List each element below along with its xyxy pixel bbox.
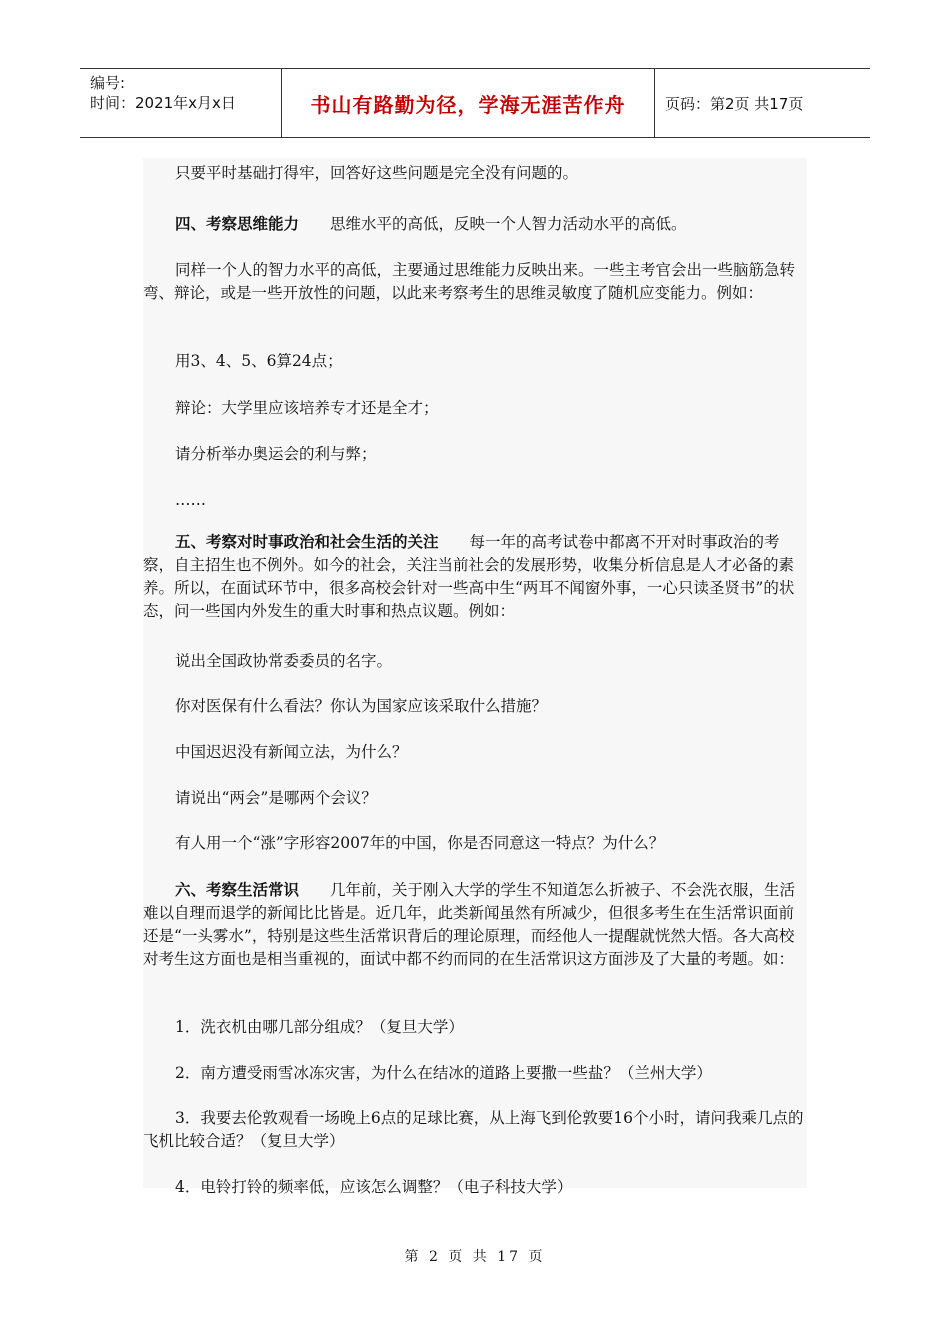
paragraph-text: 思维水平的高低，反映一个人智力活动水平的高低。 bbox=[299, 215, 687, 233]
paragraph bbox=[143, 787, 807, 810]
paragraph bbox=[143, 1176, 807, 1199]
paragraph bbox=[143, 530, 807, 623]
paragraph bbox=[143, 878, 807, 971]
paragraph bbox=[143, 695, 807, 718]
page-header bbox=[80, 68, 870, 138]
paragraph bbox=[143, 162, 807, 185]
document-body bbox=[143, 158, 807, 1196]
paragraph bbox=[143, 1016, 807, 1039]
number-label: 编号: bbox=[90, 74, 126, 92]
paragraph-text: 你对医保有什么看法？你认为国家应该采取什么措施？ bbox=[175, 697, 548, 715]
paragraph bbox=[143, 259, 807, 305]
paragraph-text: 只要平时基础打得牢，回答好这些问题是完全没有问题的。 bbox=[175, 164, 579, 182]
paragraph-text: 4．电铃打铃的频率低，应该怎么调整？（电子科技大学） bbox=[175, 1178, 573, 1196]
paragraph bbox=[143, 350, 807, 373]
paragraph bbox=[143, 489, 807, 512]
paragraph-text: 辩论：大学里应该培养专才还是全才； bbox=[175, 399, 439, 417]
paragraph bbox=[143, 650, 807, 673]
section-heading: 四、考察思维能力 bbox=[175, 214, 300, 233]
paragraph bbox=[143, 397, 807, 420]
paragraph-text: 说出全国政协常委委员的名字。 bbox=[175, 652, 393, 670]
paragraph bbox=[143, 212, 807, 236]
header-page-label: 页码：第2页 共17页 bbox=[665, 94, 804, 113]
paragraph-text: 请说出“两会”是哪两个会议？ bbox=[175, 789, 377, 807]
paragraph-text: 同样一个人的智力水平的高低，主要通过思维能力反映出来。一些主考官会出一些脑筋急转弯、辩论，或是一些开放性的问题，以此来考察考生的思维灵敏度了随机应变能力。例如： bbox=[143, 261, 796, 302]
time-label: 时间：2021年x月x日 bbox=[90, 94, 236, 112]
paragraph-text: 2．南方遭受雨雪冰冻灾害，为什么在结冰的道路上要撒一些盐？（兰州大学） bbox=[175, 1064, 712, 1082]
page-footer: 第 2 页 共 17 页 bbox=[404, 1249, 546, 1265]
paragraph-text: 中国迟迟没有新闻立法，为什么？ bbox=[175, 743, 408, 761]
header-motto: 书山有路勤为径，学海无涯苦作舟 bbox=[282, 69, 655, 137]
paragraph bbox=[143, 1062, 807, 1085]
paragraph-text: 有人用一个“涨”字形容2007年的中国，你是否同意这一特点？为什么？ bbox=[175, 834, 665, 852]
header-meta bbox=[80, 69, 282, 137]
section-heading: 五、考察对时事政治和社会生活的关注 bbox=[175, 532, 439, 551]
paragraph-text: …… bbox=[175, 491, 206, 509]
paragraph-text: 3．我要去伦敦观看一场晚上6点的足球比赛，从上海飞到伦敦要16个小时，请问我乘几点的飞机比较合适？（复旦大学） bbox=[143, 1109, 804, 1150]
paragraph-text: 用3、4、5、6算24点； bbox=[175, 352, 343, 370]
paragraph-text: 几年前，关于刚入大学的学生不知道怎么折被子、不会洗衣服，生活难以自理而退学的新闻比比皆是。近几年，此类新闻虽然有所减少，但很多考生在生活常识面前还是“一头雾水”，特别是这些生活常识背后的理论原理，而经他人一提醒就恍然大悟。各大高校对考生这方面也是相当重视的，面试中都不约而同的在生活常识这方面涉及了大量的考题。如： bbox=[143, 881, 796, 968]
paragraph bbox=[143, 832, 807, 855]
paragraph bbox=[143, 741, 807, 764]
paragraph-text: 每一年的高考试卷中都离不开对时事政治的考察，自主招生也不例外。如今的社会，关注当前社会的发展形势，收集分析信息是人才必备的素养。所以，在面试环节中，很多高校会针对一些高中生“两耳不闻窗外事，一心只读圣贤书”的状态，问一些国内外发生的重大时事和热点议题。例如： bbox=[143, 533, 795, 620]
section-heading: 六、考察生活常识 bbox=[175, 880, 300, 899]
paragraph-text: 1．洗衣机由哪几部分组成？（复旦大学） bbox=[175, 1018, 464, 1036]
paragraph bbox=[143, 443, 807, 466]
paragraph-text: 请分析举办奥运会的利与弊； bbox=[175, 445, 377, 463]
paragraph bbox=[143, 1107, 807, 1153]
